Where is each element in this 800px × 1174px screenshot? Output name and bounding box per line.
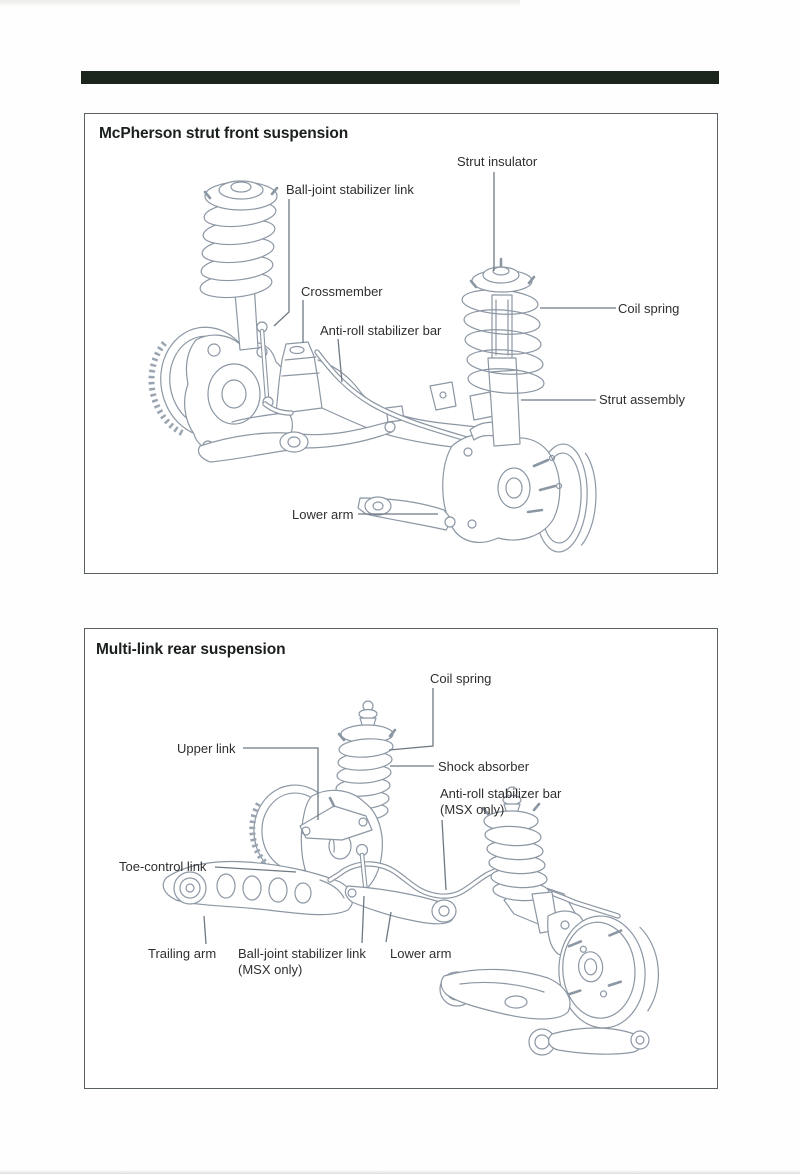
label-ball-joint-stabilizer-link-rear [238, 946, 366, 978]
label-ball-joint-line1: Ball-joint stabilizer link [238, 946, 366, 961]
front-suspension-drawing [143, 181, 599, 554]
label-toe-control-link: Toe-control link [119, 859, 207, 874]
label-crossmember: Crossmember [301, 284, 383, 299]
label-anti-roll-stabilizer-bar-front: Anti-roll stabilizer bar [320, 323, 442, 338]
label-anti-roll-stabilizer-bar-rear [440, 786, 561, 818]
label-anti-roll-line2: (MSX only) [440, 802, 505, 817]
label-lower-arm-rear: Lower arm [390, 946, 452, 961]
label-lower-arm-front: Lower arm [292, 507, 354, 522]
rear-suspension-drawing [163, 701, 662, 1055]
label-coil-spring-rear: Coil spring [430, 671, 492, 686]
label-strut-assembly: Strut assembly [599, 392, 685, 407]
label-trailing-arm: Trailing arm [148, 946, 217, 961]
label-ball-joint-stabilizer-link-front: Ball-joint stabilizer link [286, 182, 414, 197]
label-strut-insulator: Strut insulator [457, 154, 538, 169]
label-ball-joint-line2: (MSX only) [238, 962, 303, 977]
figure-title-front: McPherson strut front suspension [99, 125, 349, 142]
label-shock-absorber: Shock absorber [438, 759, 530, 774]
label-coil-spring-front: Coil spring [618, 301, 680, 316]
label-anti-roll-line1: Anti-roll stabilizer bar [440, 786, 562, 801]
figure-title-rear: Multi-link rear suspension [96, 641, 286, 658]
label-upper-link: Upper link [177, 741, 236, 756]
